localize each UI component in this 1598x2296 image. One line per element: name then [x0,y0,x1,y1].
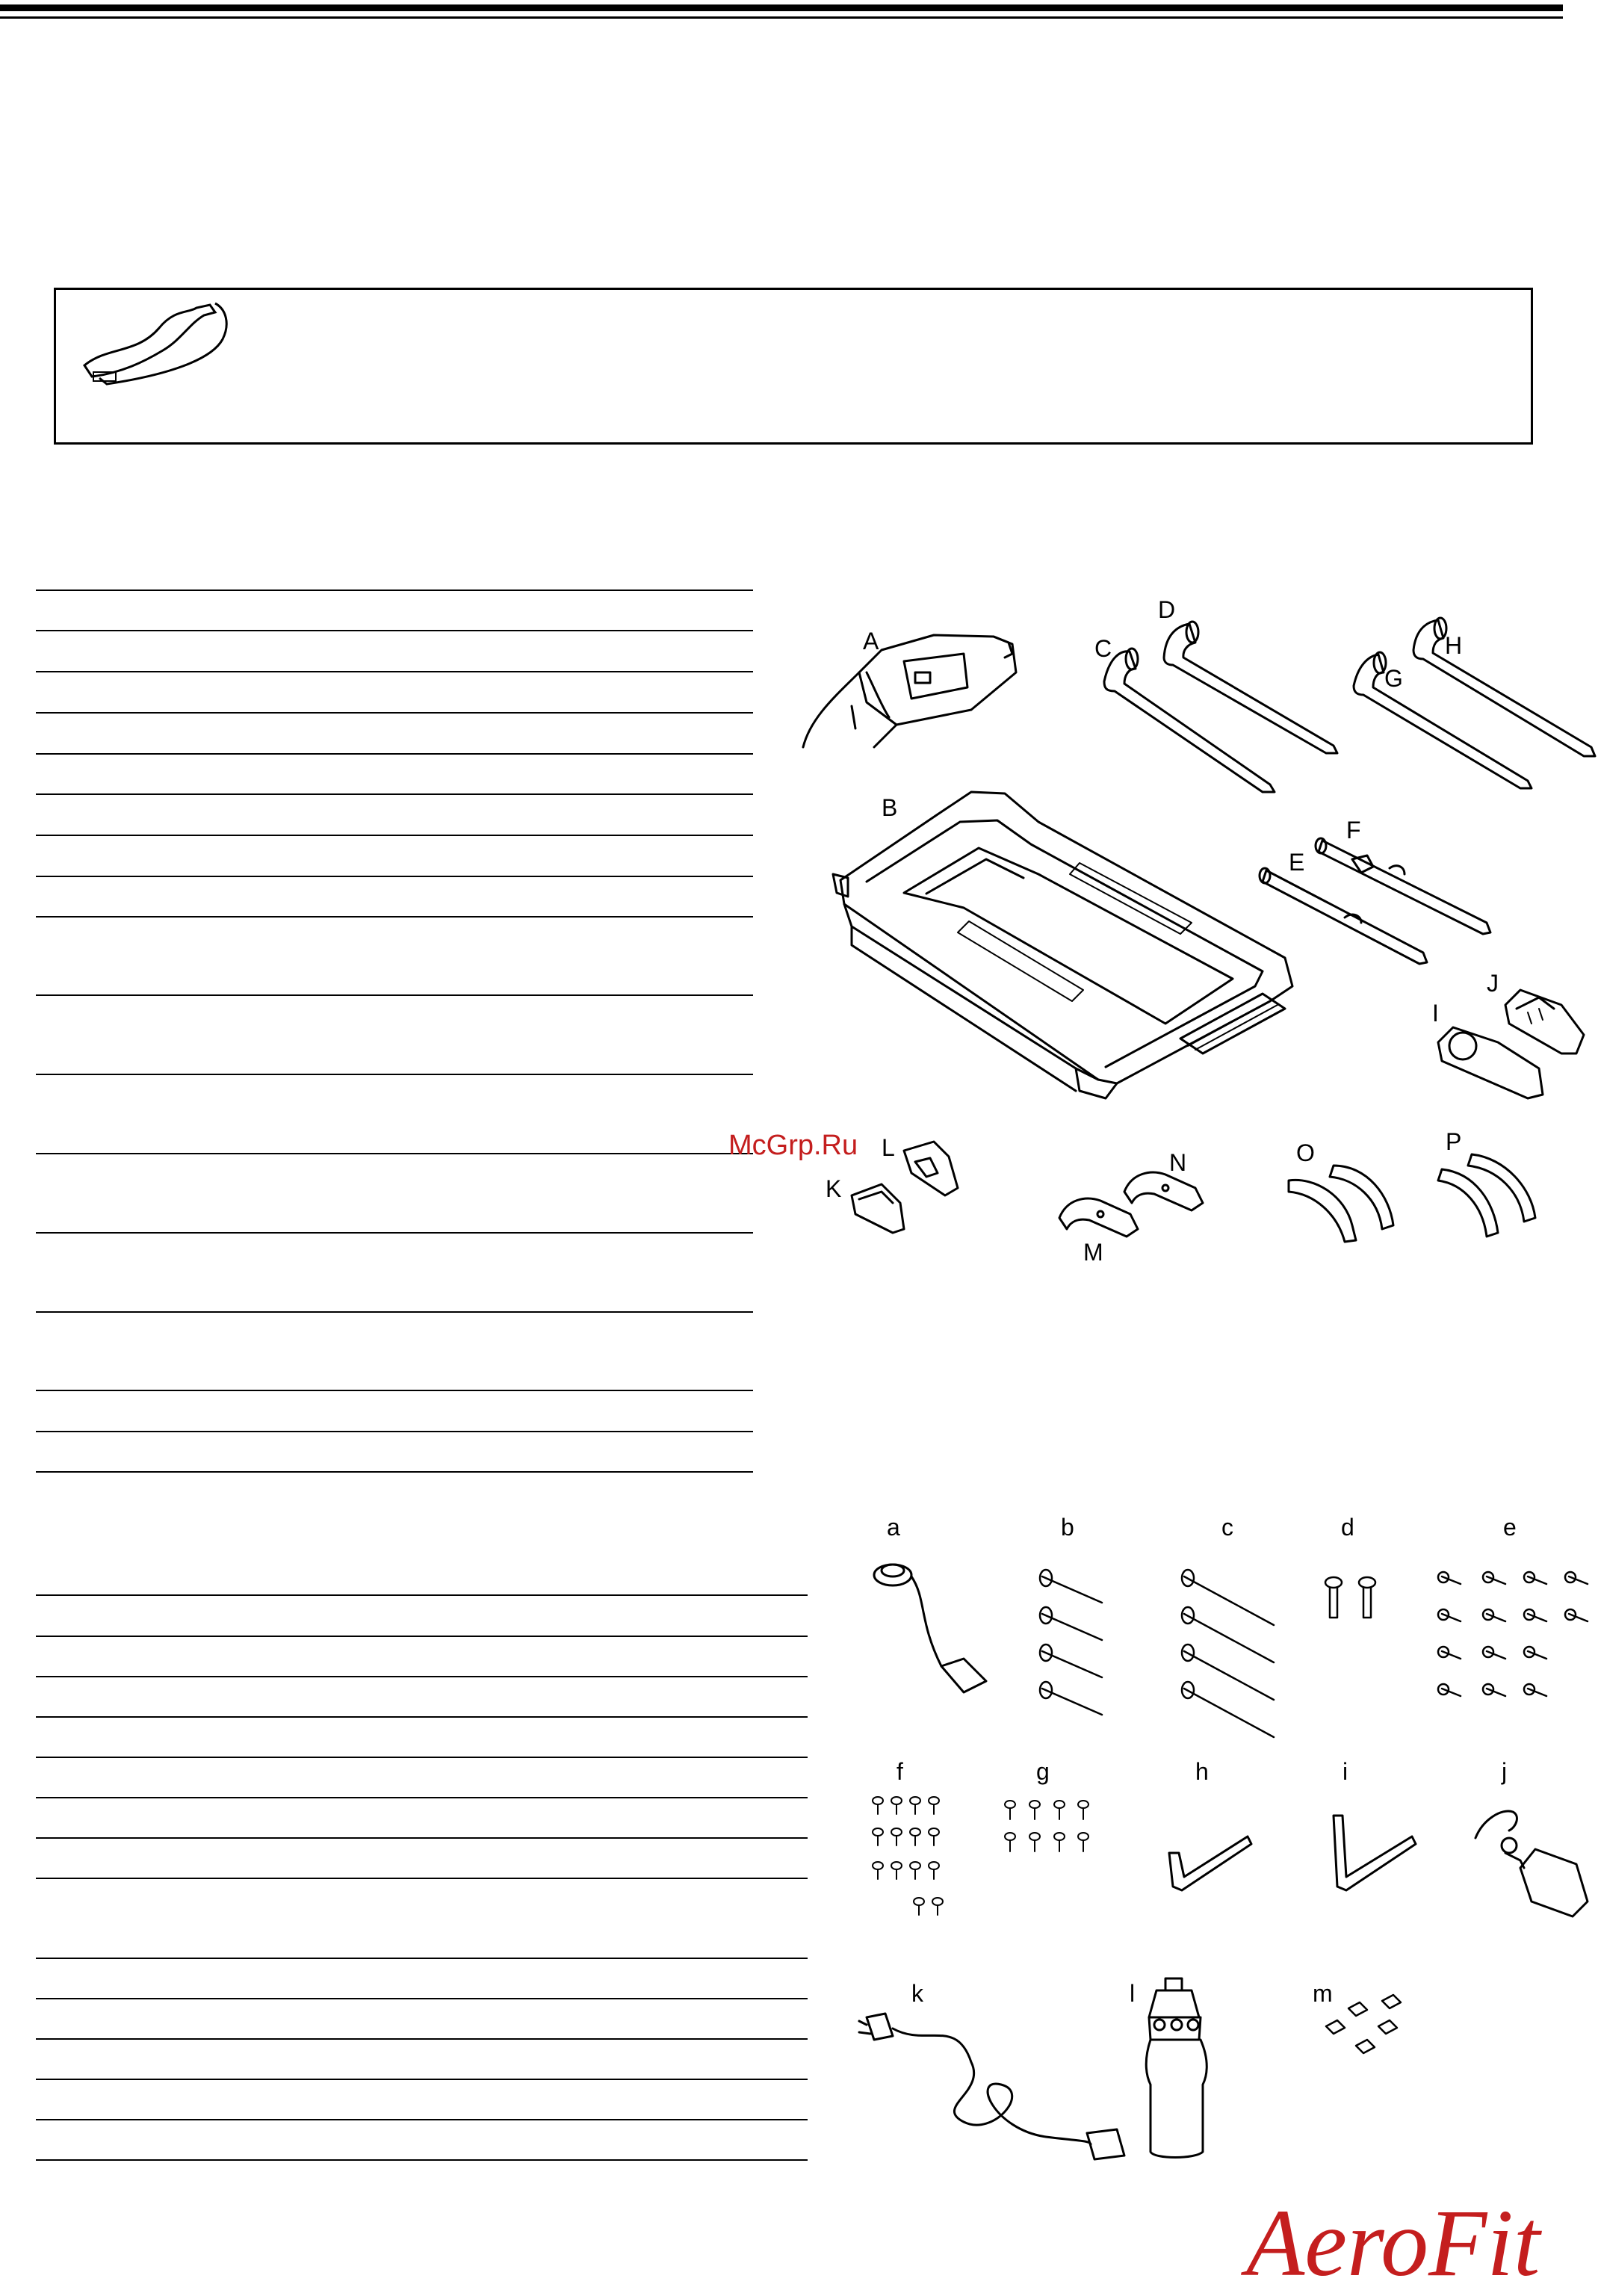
hardware-e-screws-drawing [1438,1572,1588,1696]
part-j-base-cover-drawing [1505,990,1584,1053]
part-b-treadmill-deck-drawing [833,792,1292,1098]
part-i-base-cover-drawing [1438,1027,1543,1098]
part-label-l: L [882,1134,895,1161]
hardware-k-power-cord-drawing [859,2014,1124,2159]
hardware-c-long-bolts-drawing [1182,1570,1274,1737]
hardware-label-b: b [1061,1514,1074,1541]
part-n-end-cap-drawing [1124,1172,1203,1210]
hardware-h-allen-wrench-drawing [1169,1837,1251,1890]
part-d-upright-tube-drawing [1164,622,1337,753]
part-label-j: J [1487,970,1499,997]
part-label-c: C [1094,635,1112,662]
part-label-f: F [1346,817,1361,844]
hardware-label-a: a [887,1514,900,1541]
part-label-k: K [826,1175,842,1202]
part-label-p: P [1446,1128,1462,1155]
hardware-j-lubricant-bottle-drawing [1475,1811,1588,1916]
watermark-text: McGrp.Ru [728,1130,858,1161]
hardware-label-j: j [1502,1758,1508,1785]
part-h-upright-tube-drawing [1413,618,1595,756]
hardware-l-water-bottle-drawing [1146,1978,1207,2158]
hardware-f-small-screws-drawing [873,1797,943,1915]
part-label-m: M [1083,1239,1103,1266]
hardware-label-i: i [1342,1758,1348,1785]
part-label-i: I [1432,1000,1439,1027]
part-l-bracket-drawing [904,1142,958,1195]
part-g-upright-tube-drawing [1354,652,1532,788]
hardware-d-pins-drawing [1325,1577,1375,1618]
part-label-n: N [1169,1149,1187,1176]
part-label-h: H [1445,632,1463,659]
hardware-label-m: m [1313,1980,1333,2007]
hardware-label-l: l [1130,1980,1136,2007]
brand-logo: AeroFit [1246,2190,1540,2296]
part-label-a: A [863,628,879,655]
hardware-i-allen-wrench-drawing [1334,1816,1416,1890]
part-e-crossbar-drawing [1260,868,1427,964]
hardware-label-g: g [1036,1758,1050,1785]
hardware-label-c: c [1221,1514,1233,1541]
part-c-upright-tube-drawing [1104,649,1275,792]
part-label-b: B [882,794,898,821]
hardware-label-d: d [1341,1514,1354,1541]
part-f-crossbar-drawing [1316,838,1490,934]
hardware-label-k: k [911,1980,923,2007]
hardware-a-safety-key-drawing [874,1565,986,1692]
hardware-g-small-screws-drawing [1005,1801,1088,1851]
hardware-b-bolts-drawing [1040,1570,1102,1715]
part-label-g: G [1384,665,1403,692]
part-a-console-cover-drawing [803,635,1016,747]
hardware-label-h: h [1195,1758,1209,1785]
part-label-e: E [1289,849,1305,876]
part-p-handle-grip-drawing [1438,1154,1535,1237]
part-k-bracket-drawing [852,1184,904,1233]
hardware-label-f: f [896,1758,903,1785]
hardware-m-rubber-feet-drawing [1326,1995,1401,2053]
part-label-d: D [1158,596,1176,623]
part-o-handle-grip-drawing [1289,1166,1393,1242]
part-m-end-cap-drawing [1059,1198,1138,1237]
hardware-label-e: e [1503,1514,1517,1541]
part-label-o: O [1296,1139,1315,1166]
